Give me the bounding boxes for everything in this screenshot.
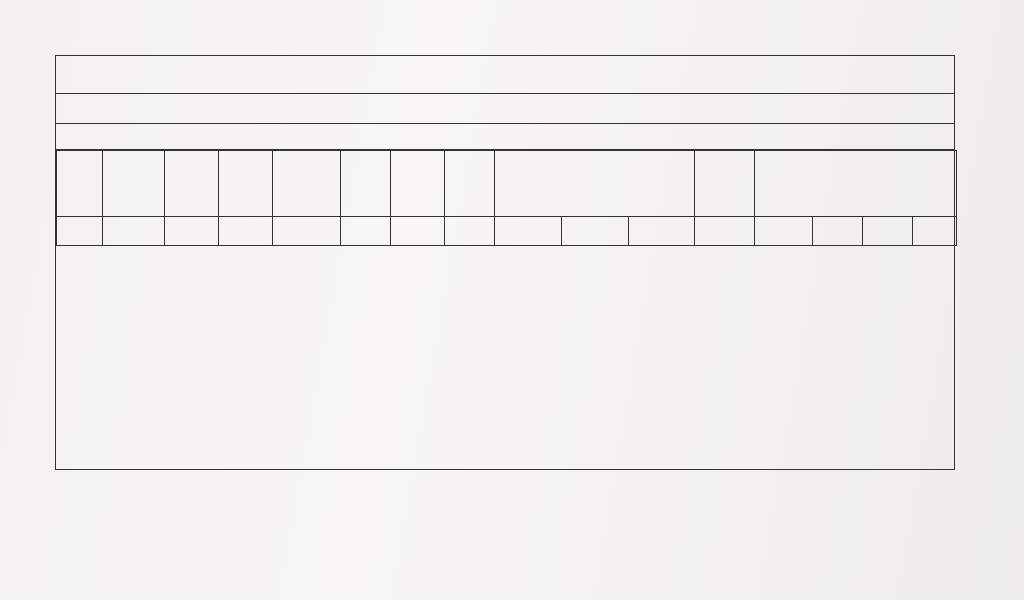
form-title xyxy=(56,56,954,94)
header-ethnicity xyxy=(219,151,273,217)
header-scores xyxy=(495,151,695,217)
special-notice xyxy=(56,94,954,124)
header-enrolled xyxy=(445,151,495,217)
sponsorship-table xyxy=(56,150,957,246)
meta-line xyxy=(56,124,954,150)
header-no xyxy=(57,151,103,217)
header-name xyxy=(103,151,165,217)
header-school xyxy=(273,151,341,217)
header-continue xyxy=(695,151,755,217)
header-gender xyxy=(165,151,219,217)
blank-row xyxy=(57,217,957,246)
header-row xyxy=(57,151,957,217)
header-period xyxy=(755,151,957,217)
header-grade xyxy=(341,151,391,217)
form-frame xyxy=(55,55,955,470)
header-sponsor xyxy=(391,151,445,217)
